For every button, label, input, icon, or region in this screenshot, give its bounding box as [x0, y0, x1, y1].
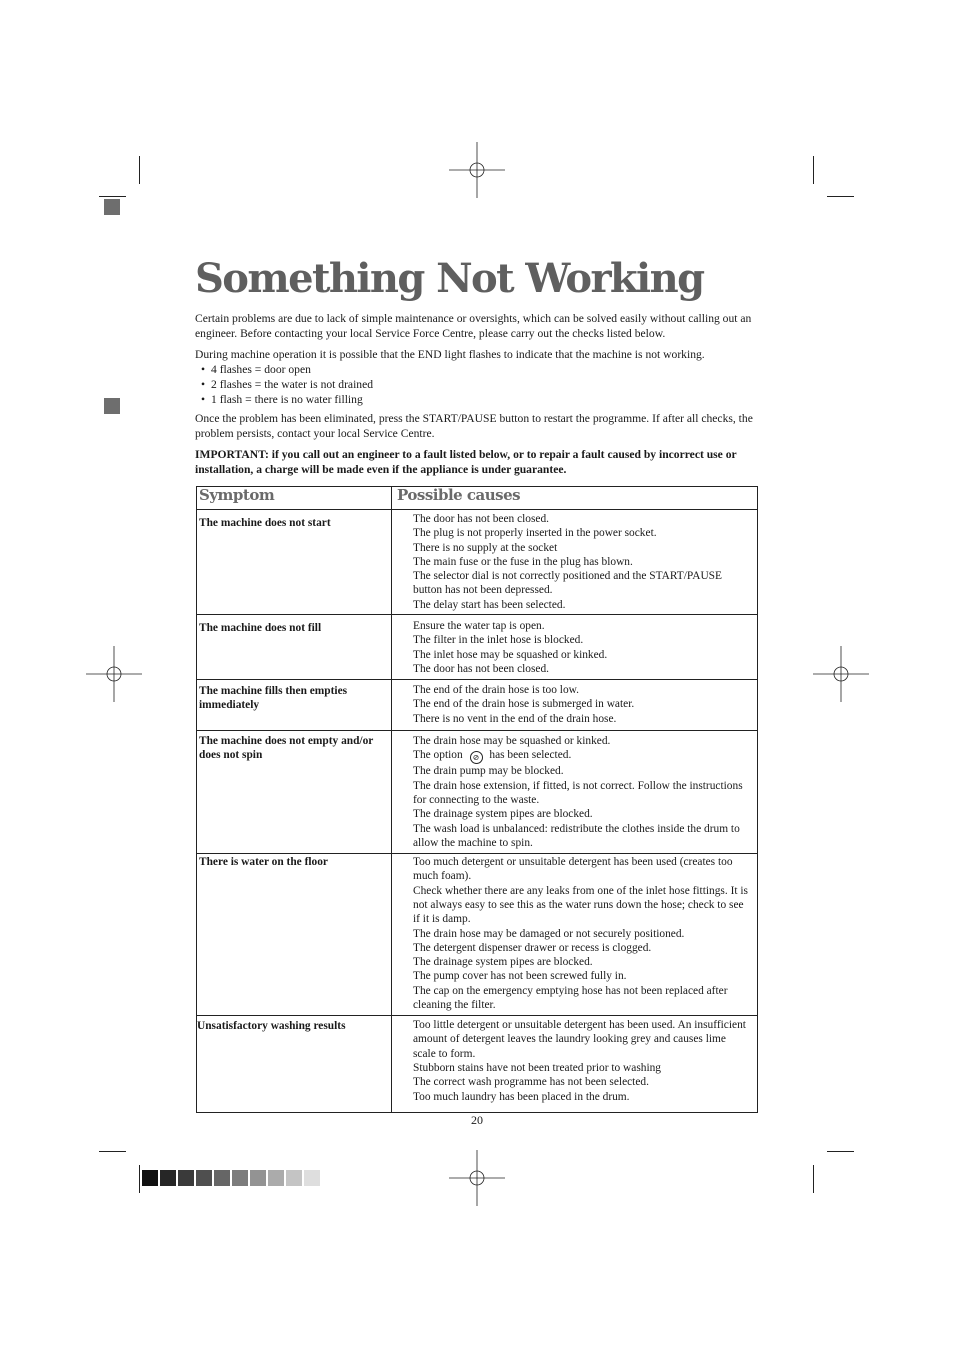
gray-swatch: [232, 1170, 248, 1186]
cause-line: The delay start has been selected.: [413, 598, 566, 611]
cause-line: The drain hose extension, if fitted, is not correct. Follow the instructions for connecting to the waste.: [413, 779, 743, 806]
symptom-cell: The machine fills then empties immediately: [197, 680, 392, 731]
cause-line: The drainage system pipes are blocked.: [413, 956, 593, 969]
table-row: [197, 680, 758, 731]
margin-square-marker: [104, 398, 120, 414]
gray-swatch: [268, 1170, 284, 1186]
cause-line: Too little detergent or unsuitable detergent has been used. An insufficient amount of detergent leaves the laundry looking grey and causes lime scale to form.: [413, 1019, 746, 1060]
registration-mark-icon: [449, 1150, 505, 1206]
cause-line: There is no vent in the end of the drain hose.: [413, 712, 617, 725]
crop-mark: [813, 156, 814, 184]
cause-line: Check whether there are any leaks from one of the inlet hose fittings. It is not always easy to see this as the water runs down the hose; check to see if it is damp.: [413, 884, 748, 926]
causes-cell: [392, 731, 758, 854]
cause-line: Too much detergent or unsuitable detergent has been used (creates too much foam).: [413, 856, 733, 883]
registration-mark-icon: [449, 142, 505, 198]
page-number: 20: [471, 1113, 483, 1127]
cause-line: Ensure the water tap is open.: [413, 620, 545, 633]
gray-swatch: [286, 1170, 302, 1186]
cause-line: The drainage system pipes are blocked.: [413, 808, 593, 821]
crop-mark: [139, 1165, 140, 1193]
table-row: [197, 731, 758, 854]
restart-note: Once the problem has been eliminated, press the START/PAUSE button to restart the programme. If after all checks, the problem persists, contact your local Service Centre.: [195, 412, 753, 440]
gray-swatch: [178, 1170, 194, 1186]
cause-line: The detergent dispenser drawer or recess is clogged.: [413, 941, 652, 954]
cause-line: The end of the drain hose is too low.: [413, 684, 579, 697]
cause-line: The pump cover has not been screwed fully in.: [413, 970, 627, 983]
cause-line: Too much laundry has been placed in the drum.: [413, 1090, 630, 1103]
table-row: [197, 1016, 758, 1113]
cause-line: The selector dial is not correctly positioned and the START/PAUSE button has not been depressed.: [413, 570, 722, 597]
cause-line: The main fuse or the fuse in the plug has blown.: [413, 555, 633, 568]
cause-line: The plug is not properly inserted in the power socket.: [413, 527, 657, 540]
symptom-cell: The machine does not empty and/or does not spin: [197, 731, 392, 854]
cause-line: Stubborn stains have not been treated prior to washing: [413, 1061, 662, 1074]
registration-mark-icon: [813, 646, 869, 702]
registration-mark-icon: [86, 646, 142, 702]
cause-line: The door has not been closed.: [413, 662, 550, 675]
table-row: [197, 615, 758, 680]
causes-cell: [392, 854, 758, 1016]
cause-line: The end of the drain hose is submerged in water.: [413, 698, 635, 711]
cause-line: The wash load is unbalanced: redistribute the clothes inside the drum to allow the machine to spin.: [413, 822, 740, 849]
crop-mark: [99, 196, 126, 197]
table-header-row: [197, 487, 758, 510]
cause-option-prefix: The option: [413, 749, 463, 762]
cause-line: The drain hose may be squashed or kinked.: [413, 735, 611, 748]
causes-cell: [392, 1016, 758, 1113]
crop-mark: [827, 1151, 854, 1152]
causes-cell: [392, 510, 758, 615]
no-spin-icon: ⊘: [470, 751, 483, 764]
cause-line: The correct wash programme has not been selected.: [413, 1076, 649, 1089]
causes-header: Possible causes: [392, 487, 758, 510]
symptom-cell: There is water on the floor: [197, 854, 392, 1016]
gray-swatch: [304, 1170, 320, 1186]
flash-code-item: • 1 flash = there is no water filling: [195, 392, 755, 407]
intro-section: [195, 311, 755, 483]
table-row: [197, 854, 758, 1016]
gray-swatch: [250, 1170, 266, 1186]
symptom-cell: Unsatisfactory washing results: [197, 1016, 392, 1113]
cause-line: There is no supply at the socket: [413, 541, 558, 554]
intro-paragraph: Certain problems are due to lack of simple maintenance or oversights, which can be solved easily without calling out an engineer. Before contacting your local Service Force Centre, please carry out the checks listed below.: [195, 312, 752, 340]
crop-mark: [139, 156, 140, 184]
crop-mark: [99, 1151, 126, 1152]
crop-mark: [827, 196, 854, 197]
cause-line: The cap on the emergency emptying hose has not been replaced after cleaning the filter.: [413, 984, 728, 1012]
flash-code-item: • 2 flashes = the water is not drained: [195, 377, 755, 392]
cause-option-suffix: has been selected.: [489, 749, 572, 762]
gray-swatch: [214, 1170, 230, 1186]
cause-line: [413, 748, 751, 764]
flash-code-item: • 4 flashes = door open: [195, 362, 755, 377]
cause-line: The drain pump may be blocked.: [413, 765, 564, 778]
gray-swatch: [160, 1170, 176, 1186]
flash-code-list: [195, 362, 755, 407]
causes-cell: [392, 680, 758, 731]
cause-line: The door has not been closed.: [413, 513, 550, 525]
gray-swatch: [142, 1170, 158, 1186]
symptom-header: Symptom: [197, 487, 392, 510]
flash-intro-paragraph: During machine operation it is possible that the END light flashes to indicate that the machine is not working.: [195, 348, 705, 361]
cause-line: The inlet hose may be squashed or kinked.: [413, 648, 608, 661]
symptom-cell: The machine does not fill: [197, 615, 392, 680]
cause-line: The filter in the inlet hose is blocked.: [413, 634, 584, 647]
page-title: Something Not Working: [195, 255, 704, 302]
gray-swatch: [196, 1170, 212, 1186]
symptom-cell: The machine does not start: [197, 510, 392, 615]
cause-line: The drain hose may be damaged or not securely positioned.: [413, 927, 685, 940]
troubleshooting-table: [196, 486, 758, 1113]
table-row: [197, 510, 758, 615]
crop-mark: [813, 1165, 814, 1193]
margin-square-marker: [104, 199, 120, 215]
important-note: IMPORTANT: if you call out an engineer to a fault listed below, or to repair a fault caused by incorrect use or installation, a charge will be made even if the appliance is under guarantee.: [195, 448, 737, 476]
causes-cell: [392, 615, 758, 680]
